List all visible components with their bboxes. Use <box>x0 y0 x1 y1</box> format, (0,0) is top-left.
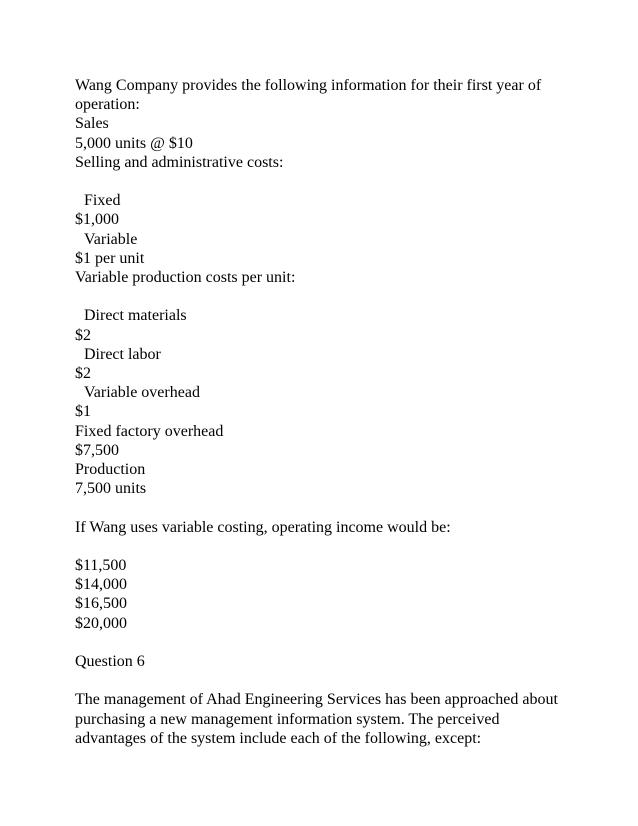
spacer <box>75 537 570 556</box>
production-label: Production <box>75 461 146 479</box>
spacer <box>75 287 570 306</box>
document-page <box>75 76 570 748</box>
dm-label: Direct materials <box>84 307 187 325</box>
answer-option: $16,500 <box>75 595 127 613</box>
dm-value: $2 <box>75 326 91 344</box>
answer-option: $20,000 <box>75 614 127 632</box>
answer-option: $14,000 <box>75 576 127 594</box>
sga-label: Selling and administrative costs: <box>75 153 284 171</box>
intro-text: Wang Company provides the following information for their first year of operation: <box>75 77 542 114</box>
fixed-value: $1,000 <box>75 211 119 229</box>
spacer <box>75 498 570 517</box>
answer-option: $11,500 <box>75 557 127 575</box>
dl-label: Direct labor <box>84 345 161 363</box>
dl-value: $2 <box>75 365 91 383</box>
ffo-label: Fixed factory overhead <box>75 422 224 440</box>
voh-value: $1 <box>75 403 91 421</box>
variable-value: $1 per unit <box>75 249 145 267</box>
sales-label: Sales <box>75 115 109 133</box>
fixed-label: Fixed <box>84 192 121 210</box>
sales-value: 5,000 units @ $10 <box>75 134 193 152</box>
spacer <box>75 671 570 690</box>
question6-text: The management of Ahad Engineering Services has been approached about purchasing a new management information system. The perceived advantages of the system include each of the following, except: <box>75 691 558 747</box>
ffo-value: $7,500 <box>75 441 119 459</box>
spacer <box>75 633 570 652</box>
production-value: 7,500 units <box>75 480 147 498</box>
vpc-label: Variable production costs per unit: <box>75 269 296 287</box>
voh-label: Variable overhead <box>84 384 200 402</box>
spacer <box>75 172 570 191</box>
question6-heading: Question 6 <box>75 653 145 671</box>
variable-label: Variable <box>84 230 138 248</box>
question-text: If Wang uses variable costing, operating income would be: <box>75 518 451 536</box>
